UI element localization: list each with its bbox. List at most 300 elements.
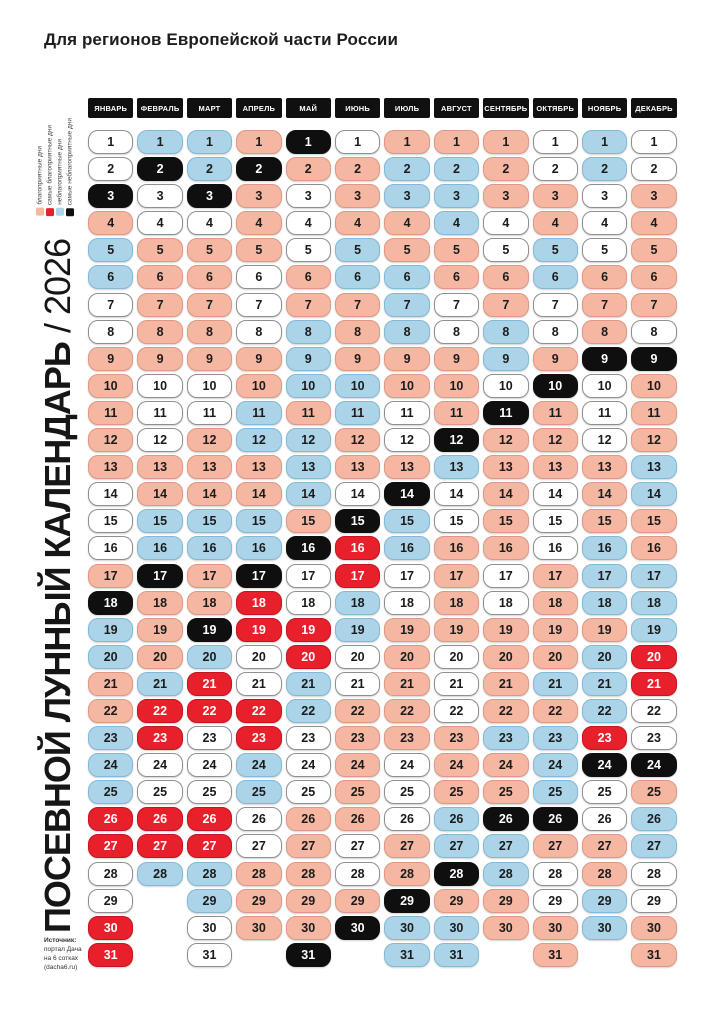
month-header: МАРТ (187, 98, 232, 118)
day-cell: 10 (335, 374, 380, 398)
day-cell: 12 (335, 428, 380, 452)
day-cell: 4 (384, 211, 429, 235)
day-cell: 11 (137, 401, 182, 425)
day-cell: 8 (335, 320, 380, 344)
day-cell: 31 (187, 943, 232, 967)
day-cell: 3 (483, 184, 528, 208)
day-cell: 19 (483, 618, 528, 642)
day-cell: 13 (384, 455, 429, 479)
day-cell: 13 (137, 455, 182, 479)
day-cell: 23 (187, 726, 232, 750)
day-cell: 19 (187, 618, 232, 642)
day-cell: 16 (88, 536, 133, 560)
day-cell: 12 (137, 428, 182, 452)
day-cell: 4 (187, 211, 232, 235)
month-column (384, 98, 429, 970)
source-line: портал Дача (44, 946, 82, 954)
month-header: ДЕКАБРЬ (631, 98, 676, 118)
legend (36, 94, 74, 216)
day-cell: 12 (187, 428, 232, 452)
day-cell: 16 (631, 536, 676, 560)
day-cell: 29 (582, 889, 627, 913)
month-column (187, 98, 232, 970)
day-cell: 20 (582, 645, 627, 669)
day-cell: 7 (533, 293, 578, 317)
day-cell: 24 (631, 753, 676, 777)
month-column (236, 98, 281, 970)
day-cell: 14 (236, 482, 281, 506)
day-cell: 9 (286, 347, 331, 371)
vertical-title-year: / 2026 (37, 239, 78, 343)
day-cell: 6 (434, 265, 479, 289)
day-cell: 15 (533, 509, 578, 533)
day-cell: 20 (236, 645, 281, 669)
day-cell: 28 (137, 862, 182, 886)
day-cell: 25 (137, 780, 182, 804)
day-cell: 9 (434, 347, 479, 371)
day-cell: 28 (286, 862, 331, 886)
day-cell: 21 (236, 672, 281, 696)
day-cell: 5 (137, 238, 182, 262)
day-cell: 7 (335, 293, 380, 317)
day-cell: 20 (631, 645, 676, 669)
day-cell: 5 (582, 238, 627, 262)
day-cell: 3 (88, 184, 133, 208)
month-column (582, 98, 627, 970)
day-cell: 20 (88, 645, 133, 669)
day-cell: 6 (286, 265, 331, 289)
day-cell: 7 (631, 293, 676, 317)
legend-swatch-icon (46, 208, 54, 216)
month-header: СЕНТЯБРЬ (483, 98, 528, 118)
day-cell: 30 (88, 916, 133, 940)
day-cell: 30 (631, 916, 676, 940)
day-cell: 7 (434, 293, 479, 317)
day-cell: 16 (384, 536, 429, 560)
day-cell: 12 (434, 428, 479, 452)
day-cell: 14 (137, 482, 182, 506)
day-cell: 7 (137, 293, 182, 317)
day-cell: 7 (236, 293, 281, 317)
day-cell: 12 (384, 428, 429, 452)
day-cell: 24 (335, 753, 380, 777)
day-cell: 1 (631, 130, 676, 154)
day-cell: 22 (137, 699, 182, 723)
day-cell: 5 (483, 238, 528, 262)
day-cell: 5 (236, 238, 281, 262)
day-cell: 30 (483, 916, 528, 940)
day-cell: 14 (533, 482, 578, 506)
day-cell: 11 (533, 401, 578, 425)
day-cell: 21 (384, 672, 429, 696)
day-cell: 8 (88, 320, 133, 344)
day-cell: 20 (335, 645, 380, 669)
day-cell: 20 (384, 645, 429, 669)
day-cell: 24 (483, 753, 528, 777)
day-cell: 6 (236, 265, 281, 289)
day-cell: 19 (631, 618, 676, 642)
day-cell: 1 (533, 130, 578, 154)
day-cell: 30 (335, 916, 380, 940)
day-cell: 16 (286, 536, 331, 560)
day-cell: 3 (137, 184, 182, 208)
day-cell: 15 (88, 509, 133, 533)
day-cell: 23 (483, 726, 528, 750)
day-cell: 26 (335, 807, 380, 831)
day-cell: 2 (582, 157, 627, 181)
legend-item (66, 118, 74, 216)
day-cell: 27 (533, 834, 578, 858)
day-cell: 17 (187, 564, 232, 588)
day-cell: 24 (137, 753, 182, 777)
day-cell: 19 (335, 618, 380, 642)
day-cell: 8 (384, 320, 429, 344)
day-cell: 21 (434, 672, 479, 696)
day-cell: 18 (137, 591, 182, 615)
day-cell: 15 (187, 509, 232, 533)
day-cell: 6 (187, 265, 232, 289)
day-cell: 24 (236, 753, 281, 777)
day-cell: 26 (434, 807, 479, 831)
source-line: (dacha6.ru) (44, 964, 78, 972)
day-cell: 22 (335, 699, 380, 723)
day-cell: 19 (236, 618, 281, 642)
day-cell: 16 (187, 536, 232, 560)
legend-swatch-icon (66, 208, 74, 216)
day-cell: 29 (236, 889, 281, 913)
day-cell: 25 (483, 780, 528, 804)
month-header: АВГУСТ (434, 98, 479, 118)
day-cell: 16 (137, 536, 182, 560)
legend-label: самые благоприятные дни (46, 124, 54, 205)
day-cell: 14 (286, 482, 331, 506)
day-cell: 1 (582, 130, 627, 154)
day-cell: 17 (236, 564, 281, 588)
day-cell: 30 (286, 916, 331, 940)
day-cell: 9 (483, 347, 528, 371)
day-cell: 9 (236, 347, 281, 371)
day-cell: 16 (533, 536, 578, 560)
day-cell: 2 (384, 157, 429, 181)
day-cell: 21 (88, 672, 133, 696)
day-cell: 6 (631, 265, 676, 289)
day-cell: 17 (384, 564, 429, 588)
day-cell: 17 (483, 564, 528, 588)
day-cell: 29 (384, 889, 429, 913)
day-cell: 28 (631, 862, 676, 886)
day-cell: 22 (631, 699, 676, 723)
month-header: ОКТЯБРЬ (533, 98, 578, 118)
day-cell: 26 (582, 807, 627, 831)
day-cell: 11 (582, 401, 627, 425)
month-header: ИЮНЬ (335, 98, 380, 118)
day-cell: 2 (335, 157, 380, 181)
day-cell: 30 (533, 916, 578, 940)
day-cell: 14 (582, 482, 627, 506)
month-column (434, 98, 479, 970)
day-cell: 5 (187, 238, 232, 262)
day-cell: 18 (434, 591, 479, 615)
day-cell: 1 (187, 130, 232, 154)
day-cell: 23 (434, 726, 479, 750)
day-cell: 18 (533, 591, 578, 615)
day-cell: 10 (533, 374, 578, 398)
day-cell: 26 (187, 807, 232, 831)
day-cell: 19 (533, 618, 578, 642)
day-cell: 21 (582, 672, 627, 696)
day-cell: 9 (137, 347, 182, 371)
day-cell: 31 (434, 943, 479, 967)
day-cell: 18 (384, 591, 429, 615)
day-cell: 27 (187, 834, 232, 858)
month-header: АПРЕЛЬ (236, 98, 281, 118)
day-cell: 29 (434, 889, 479, 913)
day-cell: 19 (582, 618, 627, 642)
day-cell: 15 (236, 509, 281, 533)
day-cell: 18 (236, 591, 281, 615)
day-cell: 29 (483, 889, 528, 913)
day-cell: 15 (483, 509, 528, 533)
day-cell: 6 (582, 265, 627, 289)
day-cell: 10 (137, 374, 182, 398)
day-cell: 4 (137, 211, 182, 235)
day-cell: 29 (533, 889, 578, 913)
day-cell: 21 (187, 672, 232, 696)
day-cell: 20 (434, 645, 479, 669)
day-cell: 7 (88, 293, 133, 317)
day-cell: 3 (236, 184, 281, 208)
day-cell: 23 (286, 726, 331, 750)
day-cell: 11 (483, 401, 528, 425)
day-cell: 16 (483, 536, 528, 560)
day-cell: 11 (236, 401, 281, 425)
day-cell: 14 (335, 482, 380, 506)
day-cell: 5 (631, 238, 676, 262)
day-cell: 13 (335, 455, 380, 479)
month-column (533, 98, 578, 970)
day-cell: 7 (483, 293, 528, 317)
day-cell: 18 (187, 591, 232, 615)
day-cell: 25 (533, 780, 578, 804)
day-cell: 9 (187, 347, 232, 371)
day-cell: 14 (483, 482, 528, 506)
day-cell: 14 (88, 482, 133, 506)
day-cell: 27 (335, 834, 380, 858)
day-cell: 30 (384, 916, 429, 940)
day-cell: 25 (88, 780, 133, 804)
day-cell: 22 (483, 699, 528, 723)
day-cell: 7 (582, 293, 627, 317)
day-cell: 9 (335, 347, 380, 371)
month-column (286, 98, 331, 970)
day-cell: 25 (286, 780, 331, 804)
day-cell: 4 (88, 211, 133, 235)
day-cell: 17 (434, 564, 479, 588)
month-header: ИЮЛЬ (384, 98, 429, 118)
day-cell: 8 (236, 320, 281, 344)
day-cell: 26 (631, 807, 676, 831)
day-cell: 2 (236, 157, 281, 181)
day-cell: 10 (236, 374, 281, 398)
month-header: НОЯБРЬ (582, 98, 627, 118)
day-cell: 6 (137, 265, 182, 289)
day-cell: 4 (631, 211, 676, 235)
day-cell: 26 (137, 807, 182, 831)
day-cell: 4 (483, 211, 528, 235)
day-cell: 20 (187, 645, 232, 669)
day-cell: 11 (187, 401, 232, 425)
day-cell: 19 (384, 618, 429, 642)
day-cell: 23 (88, 726, 133, 750)
day-cell: 14 (631, 482, 676, 506)
day-cell: 8 (434, 320, 479, 344)
day-cell: 3 (434, 184, 479, 208)
day-cell: 29 (335, 889, 380, 913)
day-cell: 18 (88, 591, 133, 615)
day-cell: 2 (286, 157, 331, 181)
legend-swatch-icon (56, 208, 64, 216)
day-cell: 12 (582, 428, 627, 452)
day-cell: 13 (483, 455, 528, 479)
day-cell: 5 (286, 238, 331, 262)
day-cell: 27 (236, 834, 281, 858)
day-cell: 6 (335, 265, 380, 289)
day-cell: 12 (88, 428, 133, 452)
day-cell: 24 (582, 753, 627, 777)
day-cell: 26 (286, 807, 331, 831)
day-cell: 28 (434, 862, 479, 886)
day-cell: 7 (384, 293, 429, 317)
vertical-title-main: ПОСЕВНОЙ ЛУННЫЙ КАЛЕНДАРЬ (37, 342, 78, 933)
day-cell: 12 (286, 428, 331, 452)
day-cell: 28 (187, 862, 232, 886)
day-cell: 21 (137, 672, 182, 696)
day-cell: 16 (434, 536, 479, 560)
day-cell: 12 (533, 428, 578, 452)
day-cell: 27 (434, 834, 479, 858)
day-cell: 14 (434, 482, 479, 506)
month-column (631, 98, 676, 970)
day-cell: 28 (236, 862, 281, 886)
page-title: Для регионов Европейской части России (44, 30, 399, 49)
day-cell: 1 (236, 130, 281, 154)
day-cell: 23 (335, 726, 380, 750)
day-cell: 8 (582, 320, 627, 344)
day-cell: 22 (286, 699, 331, 723)
month-column (483, 98, 528, 970)
day-cell: 31 (384, 943, 429, 967)
day-cell: 9 (384, 347, 429, 371)
day-cell: 19 (286, 618, 331, 642)
day-cell: 3 (286, 184, 331, 208)
day-cell: 21 (533, 672, 578, 696)
day-cell: 27 (631, 834, 676, 858)
day-cell: 25 (335, 780, 380, 804)
day-cell: 21 (335, 672, 380, 696)
day-cell: 27 (582, 834, 627, 858)
day-cell: 28 (533, 862, 578, 886)
day-cell: 26 (533, 807, 578, 831)
day-cell: 4 (236, 211, 281, 235)
day-cell: 2 (88, 157, 133, 181)
day-cell: 1 (88, 130, 133, 154)
day-cell: 8 (187, 320, 232, 344)
day-cell: 1 (335, 130, 380, 154)
day-cell: 6 (384, 265, 429, 289)
day-cell: 17 (137, 564, 182, 588)
day-cell: 31 (631, 943, 676, 967)
day-cell: 16 (335, 536, 380, 560)
day-cell: 7 (286, 293, 331, 317)
day-cell: 6 (483, 265, 528, 289)
day-cell: 9 (533, 347, 578, 371)
day-cell: 22 (187, 699, 232, 723)
day-cell: 30 (187, 916, 232, 940)
day-cell: 11 (286, 401, 331, 425)
day-cell: 26 (384, 807, 429, 831)
day-cell: 13 (631, 455, 676, 479)
legend-label: самые неблагоприятные дни (66, 117, 74, 205)
day-cell: 16 (582, 536, 627, 560)
day-cell: 8 (631, 320, 676, 344)
day-cell: 15 (384, 509, 429, 533)
day-cell: 15 (434, 509, 479, 533)
day-cell: 5 (434, 238, 479, 262)
day-cell: 14 (187, 482, 232, 506)
day-cell: 13 (582, 455, 627, 479)
day-cell: 11 (335, 401, 380, 425)
day-cell: 2 (483, 157, 528, 181)
month-column (137, 98, 182, 970)
day-cell: 12 (631, 428, 676, 452)
day-cell: 18 (335, 591, 380, 615)
day-cell: 31 (88, 943, 133, 967)
day-cell: 13 (286, 455, 331, 479)
day-cell: 10 (483, 374, 528, 398)
day-cell: 4 (286, 211, 331, 235)
day-cell: 29 (286, 889, 331, 913)
day-cell: 4 (582, 211, 627, 235)
month-header: ФЕВРАЛЬ (137, 98, 182, 118)
day-cell: 19 (88, 618, 133, 642)
day-cell: 25 (236, 780, 281, 804)
day-cell: 24 (434, 753, 479, 777)
day-cell: 26 (483, 807, 528, 831)
day-cell: 17 (286, 564, 331, 588)
day-cell: 11 (631, 401, 676, 425)
day-cell: 21 (631, 672, 676, 696)
day-cell: 17 (582, 564, 627, 588)
day-cell: 13 (88, 455, 133, 479)
day-cell: 1 (384, 130, 429, 154)
day-cell: 11 (88, 401, 133, 425)
day-cell: 20 (483, 645, 528, 669)
day-cell: 25 (384, 780, 429, 804)
day-cell: 17 (88, 564, 133, 588)
day-cell: 11 (384, 401, 429, 425)
day-cell: 18 (286, 591, 331, 615)
day-cell: 8 (286, 320, 331, 344)
day-cell: 25 (434, 780, 479, 804)
day-cell: 15 (631, 509, 676, 533)
day-cell: 25 (187, 780, 232, 804)
day-cell: 6 (533, 265, 578, 289)
day-cell: 22 (533, 699, 578, 723)
day-cell: 23 (582, 726, 627, 750)
day-cell: 2 (187, 157, 232, 181)
day-cell: 8 (137, 320, 182, 344)
day-cell: 29 (88, 889, 133, 913)
